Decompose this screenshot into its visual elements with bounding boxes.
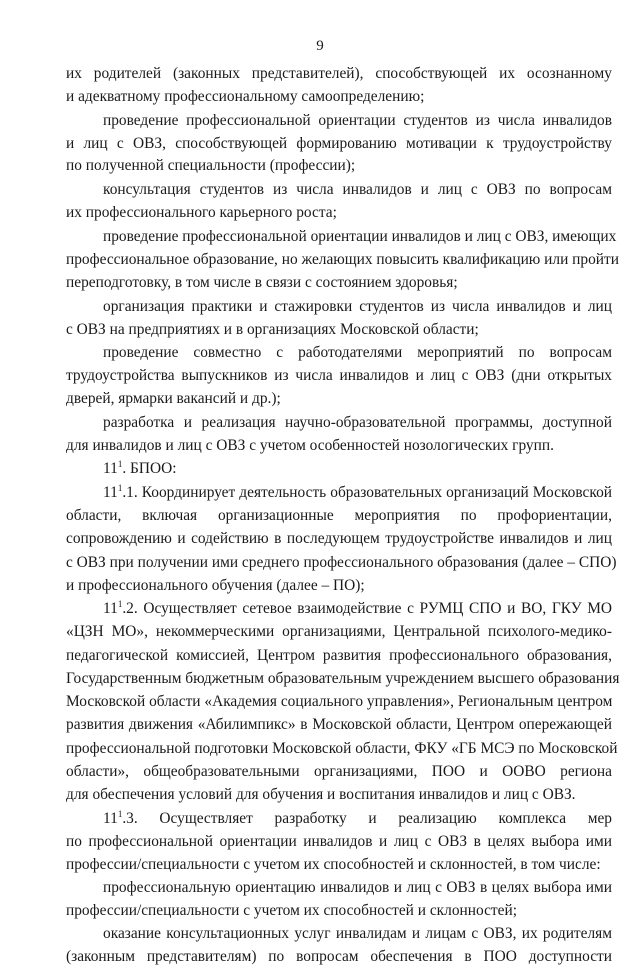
text-line: для обеспечения условий для обучения и воспитания инвалидов и лиц с ОВЗ. (66, 786, 576, 803)
superscript: 1 (117, 599, 123, 609)
text-line: сопровождению и содействию в последующем трудоустройстве инвалидов и лиц (66, 530, 612, 547)
text-line: и адекватному профессиональному самоопределению; (66, 88, 425, 105)
text-line: трудоустройства выпускников из числа инвалидов и лиц с ОВЗ (дни открытых (66, 367, 612, 384)
item-number: 11 (103, 600, 118, 617)
text-line: проведение профессиональной ориентации студентов из числа инвалидов (103, 112, 612, 129)
text-line: (законным представителям) по вопросам обеспечения в ПОО доступности (66, 948, 612, 965)
text-line: области», общеобразовательными организациями, ПОО и ООВО региона (66, 763, 612, 780)
section-heading (103, 458, 176, 480)
text-line: разработка и реализация научно-образовательной программы, доступной (103, 414, 612, 431)
text-line: и лиц с ОВЗ, способствующей формированию мотивации к трудоустройству (66, 135, 612, 152)
item-text: .2. Осуществляет сетевое взаимодействие с РУМЦ СПО и ВО, ГКУ МО (122, 600, 612, 617)
text-line: проведение профессиональной ориентации инвалидов и лиц с ОВЗ, имеющих (103, 228, 617, 245)
text-line: организация практики и стажировки студентов из числа инвалидов и лиц (103, 298, 612, 315)
item-line (103, 598, 612, 620)
text-line: профессии/специальности с учетом их способностей и склонностей, в том числе: (66, 856, 601, 873)
superscript: 1 (117, 459, 123, 469)
item-number: 11 (103, 810, 118, 827)
text-line: с ОВЗ при получении ими среднего профессионального образования (далее – СПО) (66, 554, 617, 571)
text-line: развития движения «Абилимпикс» в Московской области, Центром опережающей (66, 716, 612, 733)
item-line (103, 808, 612, 830)
text-line: по профессиональной ориентации инвалидов и лиц с ОВЗ в целях выбора ими (66, 833, 612, 850)
text-line: области, включая организационные мероприятия по профориентации, (66, 507, 612, 524)
text-line: их родителей (законных представителей), способствующей их осознанному (66, 65, 612, 82)
text-line: Государственным бюджетным образовательным учреждением высшего образования (66, 670, 620, 687)
text-line: переподготовку, в том числе в связи с состоянием здоровья; (66, 274, 458, 291)
item-number: 11 (103, 460, 118, 477)
text-line: с ОВЗ на предприятиях и в организациях Московской области; (66, 321, 479, 338)
text-line: профессиональную ориентацию инвалидов и лиц с ОВЗ в целях выбора ими (103, 879, 612, 896)
text-line: «ЦЗН МО», некоммерческими организациями, Центральной психолого-медико- (66, 623, 612, 640)
text-line: педагогической комиссией, Центром развития профессионального образования, (66, 647, 612, 664)
superscript: 1 (117, 809, 123, 819)
item-number: 11 (103, 484, 118, 501)
text-line: для инвалидов и лиц с ОВЗ с учетом особенностей нозологических групп. (66, 437, 554, 454)
text-line: профессиональной подготовки Московской области, ФКУ «ГБ МСЭ по Московской (66, 740, 618, 757)
text-line: дверей, ярмарки вакансий и др.); (66, 390, 281, 407)
text-line: профессии/специальности с учетом их способностей и склонностей; (66, 902, 517, 919)
heading-text: . БПОО: (122, 460, 177, 477)
superscript: 1 (117, 483, 123, 493)
text-line: профессиональное образование, но желающих повысить квалификацию или пройти (66, 251, 619, 268)
text-line: их профессионального карьерного роста; (66, 204, 337, 221)
text-line: проведение совместно с работодателями мероприятий по вопросам (103, 344, 612, 361)
text-line: и профессионального обучения (далее – ПО); (66, 577, 365, 594)
text-line: консультация студентов из числа инвалидов и лиц с ОВЗ по вопросам (103, 181, 612, 198)
page-number: 9 (316, 38, 324, 54)
item-text: .1. Координирует деятельность образовательных организаций Московской (122, 484, 612, 501)
text-line: оказание консультационных услуг инвалидам и лицам с ОВЗ, их родителям (103, 925, 612, 942)
item-text: .3. Осуществляет разработку и реализацию комплекса мер (122, 810, 612, 827)
text-line: по полученной специальности (профессии); (66, 157, 356, 174)
text-line: Московской области «Академия социального управления», Региональным центром (66, 693, 613, 710)
item-line (103, 482, 612, 504)
